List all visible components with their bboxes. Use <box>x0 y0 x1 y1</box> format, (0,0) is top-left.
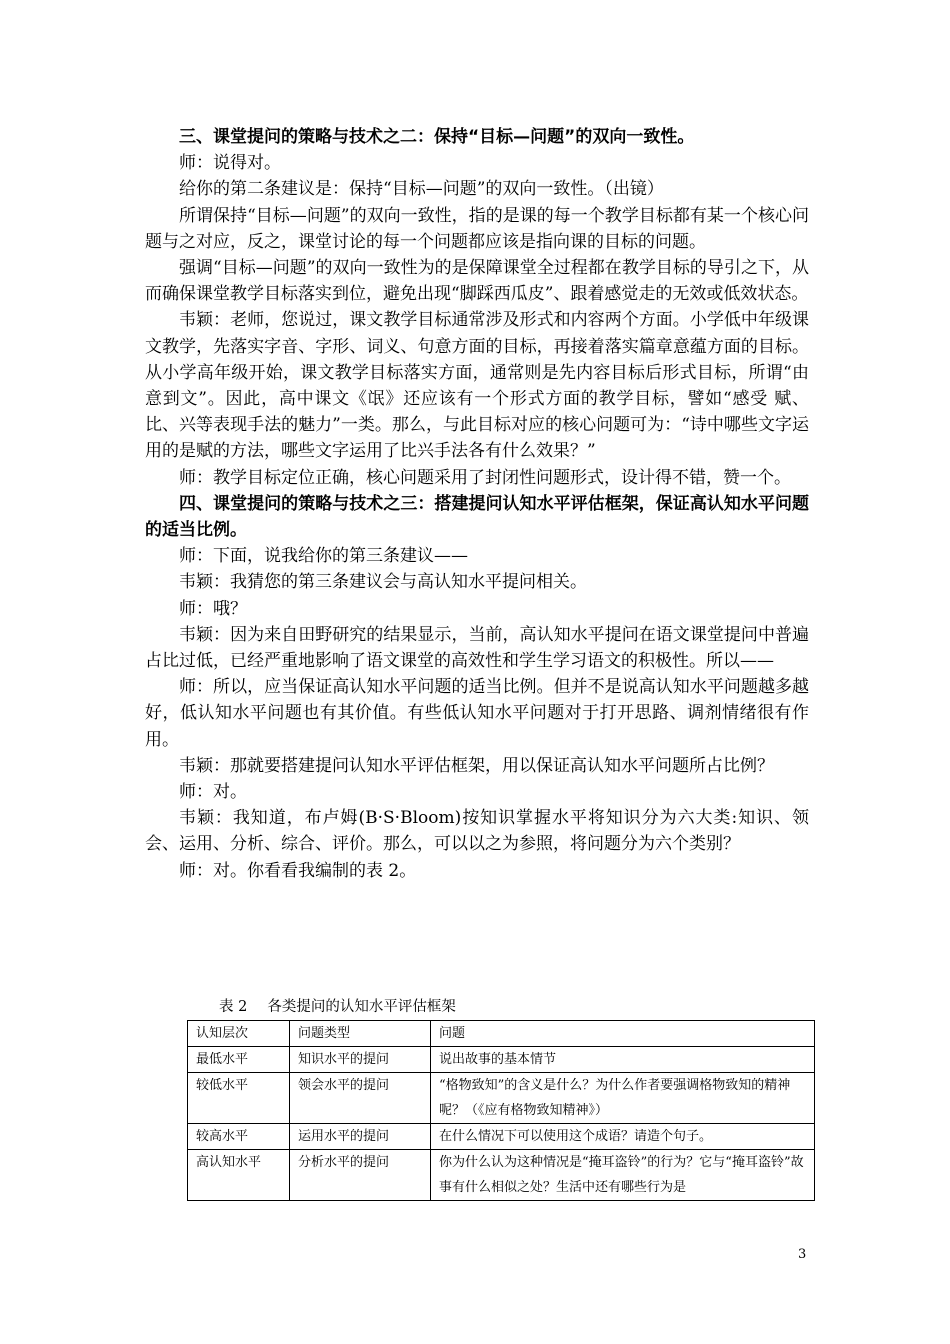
paragraph: 师：对。 <box>179 782 247 803</box>
section-heading: 三、课堂提问的策略与技术之二：保持“目标—问题”的双向一致性。 <box>179 127 695 147</box>
paragraph: 师：对。你看看我编制的表 2。 <box>179 860 417 881</box>
table-cell: 说出故事的基本情节 <box>431 1047 815 1073</box>
table-caption-number: 表 2 <box>219 999 248 1015</box>
paragraph: 韦颖：我猜您的第三条建议会与高认知水平提问相关。 <box>179 572 587 593</box>
paragraph: 强调“目标—问题”的双向一致性为的是保障课堂全过程都在教学目标的导引之下，从而确保课堂教学目标落实到位，避免出现“脚踩西瓜皮”、跟着感觉走的无效或低效状态。 <box>145 258 809 305</box>
page-number: 3 <box>798 1247 807 1262</box>
table-cell: 领会水平的提问 <box>290 1073 431 1124</box>
table-cell: 较高水平 <box>188 1124 290 1150</box>
paragraph: 师：下面，说我给你的第三条建议—— <box>179 546 468 567</box>
table-header-cell: 问题类型 <box>290 1021 431 1047</box>
table-cell: 你为什么认为这种情况是“掩耳盗铃”的行为？它与“掩耳盗铃”故事有什么相似之处？生活中还有哪些行为是 <box>431 1150 815 1201</box>
document-body <box>145 124 809 884</box>
table-header-row <box>188 1021 815 1047</box>
table-cell: 知识水平的提问 <box>290 1047 431 1073</box>
cognitive-level-table <box>187 1020 815 1201</box>
table-cell: 在什么情况下可以使用这个成语？请造个句子。 <box>431 1124 815 1150</box>
paragraph: 师：哦？ <box>179 598 247 619</box>
table-row <box>188 1047 815 1073</box>
table-row <box>188 1073 815 1124</box>
table-row <box>188 1150 815 1201</box>
table-cell: “格物致知”的含义是什么？为什么作者要强调格物致知的精神呢？（《应有格物致知精神》） <box>431 1073 815 1124</box>
table-caption <box>219 997 456 1017</box>
table-caption-title: 各类提问的认知水平评估框架 <box>267 999 456 1015</box>
paragraph: 师：教学目标定位正确，核心问题采用了封闭性问题形式，设计得不错，赞一个。 <box>179 467 791 488</box>
paragraph: 给你的第二条建议是：保持“目标—问题”的双向一致性。（出镜） <box>179 179 664 200</box>
paragraph: 韦颖：老师，您说过，课文教学目标通常涉及形式和内容两个方面。小学低中年级课文教学，先落实字音、字形、词义、句意方面的目标，再接着落实篇章意蕴方面的目标。从小学高年级开始，课文教学目标落实方面，通常则是先内容目标后形式目标，所谓“由意到文”。因此，高中课文《氓》还应该有一个形式方面的教学目标，譬如“感受 赋、比、兴等表现手法的魅力”一类。那么，与此目标对应的核心问题可为：“诗中哪些文字运用的是赋的方法，哪些文字运用了比兴手法各有什么效果？” <box>145 310 809 462</box>
table-header-cell: 认知层次 <box>188 1021 290 1047</box>
table-cell: 分析水平的提问 <box>290 1150 431 1201</box>
paragraph: 韦颖：因为来自田野研究的结果显示，当前，高认知水平提问在语文课堂提问中普遍占比过低，已经严重地影响了语文课堂的高效性和学生学习语文的积极性。所以—— <box>145 624 809 672</box>
table-cell: 最低水平 <box>188 1047 290 1073</box>
paragraph: 韦颖：我知道，布卢姆(B·S·Bloom)按知识掌握水平将知识分为六大类:知识、领会、运用、分析、综合、评价。那么，可以以之为参照，将问题分为六个类别？ <box>145 808 809 855</box>
section-heading: 四、课堂提问的策略与技术之三：搭建提问认知水平评估框架，保证高认知水平问题的适当比例。 <box>145 493 809 541</box>
table-cell: 高认知水平 <box>188 1150 290 1201</box>
paragraph: 师：所以，应当保证高认知水平问题的适当比例。但并不是说高认知水平问题越多越好，低认知水平问题也有其价值。有些低认知水平问题对于打开思路、调剂情绪很有作用。 <box>145 677 809 750</box>
paragraph: 所谓保持“目标—问题”的双向一致性，指的是课的每一个教学目标都有某一个核心问题与之对应，反之，课堂讨论的每一个问题都应该是指向课的目标的问题。 <box>145 205 809 252</box>
paragraph: 韦颖：那就要搭建提问认知水平评估框架，用以保证高认知水平问题所占比例？ <box>179 755 774 776</box>
paragraph: 师：说得对。 <box>179 153 281 174</box>
table-cell: 较低水平 <box>188 1073 290 1124</box>
table-header-cell: 问题 <box>431 1021 815 1047</box>
table-cell: 运用水平的提问 <box>290 1124 431 1150</box>
table-row <box>188 1124 815 1150</box>
